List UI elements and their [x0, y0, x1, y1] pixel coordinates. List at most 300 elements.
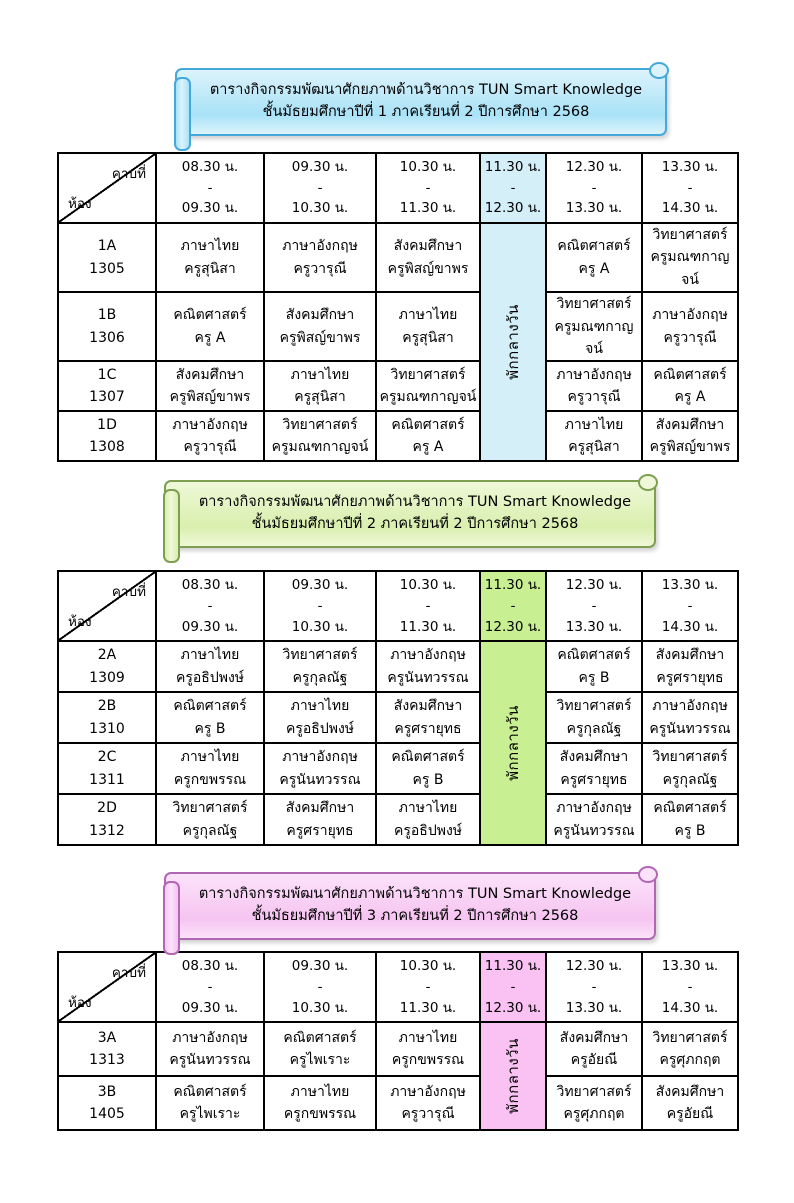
time-header-cell: [376, 153, 480, 223]
subject-label: สังคมศึกษา: [655, 416, 725, 433]
teacher-label: ครูกุลณัฐ: [566, 720, 622, 737]
subject-label: ภาษาไทย: [398, 800, 458, 817]
room-number: 1306: [89, 329, 125, 346]
teacher-label: ครูมณฑกาญจน์: [271, 439, 369, 456]
schedule-cell: [642, 794, 738, 845]
time-dash: -: [510, 597, 516, 614]
schedule-cell: [376, 223, 480, 292]
scroll-curl-top-right-icon: [649, 62, 669, 79]
schedule-cell: [546, 411, 642, 461]
room-number: 1305: [89, 260, 125, 277]
subject-label: ภาษาไทย: [398, 1029, 458, 1046]
subject-label: วิทยาศาสตร์: [282, 416, 358, 433]
subject-label: ภาษาไทย: [290, 1083, 350, 1100]
room-number: 1309: [89, 669, 125, 686]
time-dash: -: [687, 597, 693, 614]
class-label: 3B: [97, 1083, 117, 1100]
lunch-break-cell: [480, 641, 546, 845]
room-cell: [58, 223, 156, 292]
subject-label: ภาษาไทย: [564, 416, 624, 433]
time-dash: -: [317, 179, 323, 196]
time-end: 14.30 น.: [661, 200, 719, 217]
time-dash: -: [687, 179, 693, 196]
time-header-cell: [546, 571, 642, 641]
teacher-label: ครูกุลณัฐ: [182, 822, 238, 839]
teacher-label: ครูกุลณัฐ: [292, 669, 348, 686]
schedule-cell: [642, 361, 738, 411]
time-dash: -: [425, 597, 431, 614]
lunch-break-label: พักกลางวัน: [504, 1038, 522, 1115]
time-start: 08.30 น.: [181, 957, 239, 974]
subject-label: สังคมศึกษา: [655, 647, 725, 664]
schedule-cell: [264, 794, 376, 845]
schedule-cell: [264, 292, 376, 361]
banner-grade-3: [164, 872, 656, 940]
teacher-label: ครู B: [412, 771, 444, 788]
teacher-label: ครูอธิปพงษ์: [175, 669, 245, 686]
room-cell: [58, 794, 156, 845]
time-end: 13.30 น.: [565, 999, 623, 1016]
table-row: [58, 692, 738, 743]
teacher-label: ครูวารุณี: [183, 439, 237, 456]
schedule-cell: [264, 743, 376, 794]
lunch-break-label: พักกลางวัน: [504, 705, 522, 782]
time-end: 13.30 น.: [565, 200, 623, 217]
timetable-table: [57, 570, 739, 846]
time-header-cell: [376, 571, 480, 641]
time-start: 10.30 น.: [399, 158, 457, 175]
subject-label: วิทยาศาสตร์: [556, 1083, 632, 1100]
table-row: [58, 361, 738, 411]
subject-label: วิทยาศาสตร์: [652, 1029, 728, 1046]
time-dash: -: [425, 179, 431, 196]
time-dash: -: [510, 179, 516, 196]
time-dash: -: [207, 978, 213, 995]
schedule-cell: [376, 292, 480, 361]
time-header-cell: [156, 153, 264, 223]
schedule-cell: [156, 292, 264, 361]
banner-grade-2: [164, 480, 656, 548]
corner-label-room: ห้อง: [68, 196, 92, 212]
time-dash: -: [591, 978, 597, 995]
teacher-label: ครูศรายุทธ: [560, 771, 628, 788]
schedule-cell: [376, 692, 480, 743]
time-start: 13.30 น.: [661, 576, 719, 593]
lunch-time-header-cell: [480, 153, 546, 223]
teacher-label: ครูวารุณี: [663, 329, 717, 346]
subject-label: วิทยาศาสตร์: [556, 698, 632, 715]
schedule-cell: [546, 1022, 642, 1076]
teacher-label: ครูศรายุทธ: [394, 720, 462, 737]
teacher-label: ครูกขพรรณ: [283, 1106, 357, 1123]
time-end: 09.30 น.: [181, 618, 239, 635]
teacher-label: ครูอัยณี: [570, 1052, 618, 1069]
schedule-cell: [264, 1076, 376, 1130]
schedule-cell: [156, 1076, 264, 1130]
schedule-cell: [376, 641, 480, 692]
schedule-cell: [642, 692, 738, 743]
time-start: 11.30 น.: [484, 158, 542, 175]
schedule-cell: [156, 794, 264, 845]
corner-label-period: คาบที่: [111, 166, 146, 182]
time-header-cell: [156, 571, 264, 641]
table-row: [58, 794, 738, 845]
room-cell: [58, 292, 156, 361]
schedule-cell: [642, 641, 738, 692]
schedule-cell: [546, 361, 642, 411]
corner-label-room: ห้อง: [68, 614, 92, 631]
section-grade-3: [0, 872, 794, 1131]
time-end: 13.30 น.: [565, 618, 623, 635]
time-dash: -: [317, 597, 323, 614]
teacher-label: ครูกขพรรณ: [391, 1052, 465, 1069]
period-room-corner-cell: [58, 952, 156, 1022]
teacher-label: ครูมณฑกาญจน์: [554, 318, 634, 357]
lunch-time-header-cell: [480, 952, 546, 1022]
time-start: 08.30 น.: [181, 576, 239, 593]
teacher-label: ครูสุนิสา: [184, 260, 236, 277]
time-start: 09.30 น.: [291, 576, 349, 593]
room-cell: [58, 641, 156, 692]
teacher-label: ครูสุนิสา: [402, 329, 454, 346]
time-dash: -: [207, 597, 213, 614]
banner-title-line2: ชั้นมัธยมศึกษาปีที่ 2 ภาคเรียนที่ 2 ปีการศึกษา 2568: [251, 516, 579, 533]
corner-label-room: ห้อง: [68, 995, 92, 1012]
header-row: [58, 952, 738, 1022]
subject-label: คณิตศาสตร์: [173, 1083, 247, 1100]
subject-label: สังคมศึกษา: [285, 800, 355, 817]
scroll-curl-left-icon: [163, 881, 180, 955]
class-label: 2D: [97, 800, 117, 817]
table-row: [58, 743, 738, 794]
teacher-label: ครูมณฑกาญจน์: [650, 249, 730, 288]
corner-label-period: คาบที่: [111, 584, 146, 601]
subject-label: ภาษาอังกฤษ: [390, 1083, 466, 1100]
time-start: 09.30 น.: [291, 957, 349, 974]
banner-title-line2: ชั้นมัธยมศึกษาปีที่ 3 ภาคเรียนที่ 2 ปีการศึกษา 2568: [251, 908, 579, 925]
scroll-curl-left-icon: [163, 489, 180, 563]
subject-label: คณิตศาสตร์: [391, 416, 465, 433]
time-end: 11.30 น.: [399, 999, 457, 1016]
time-header-cell: [642, 952, 738, 1022]
subject-label: คณิตศาสตร์: [653, 800, 727, 817]
time-end: 10.30 น.: [291, 618, 349, 635]
time-dash: -: [591, 179, 597, 196]
time-header-cell: [546, 952, 642, 1022]
room-number: 1312: [89, 822, 125, 839]
schedule-cell: [264, 361, 376, 411]
time-header-cell: [376, 952, 480, 1022]
period-room-corner-cell: [58, 153, 156, 223]
room-cell: [58, 1022, 156, 1076]
subject-label: วิทยาศาสตร์: [390, 366, 466, 383]
time-start: 09.30 น.: [291, 158, 349, 175]
time-start: 12.30 น.: [565, 576, 623, 593]
subject-label: คณิตศาสตร์: [653, 366, 727, 383]
subject-label: วิทยาศาสตร์: [282, 647, 358, 664]
time-header-cell: [264, 952, 376, 1022]
subject-label: สังคมศึกษา: [559, 749, 629, 766]
class-label: 1B: [97, 307, 117, 324]
subject-label: ภาษาไทย: [290, 366, 350, 383]
subject-label: ภาษาไทย: [180, 749, 240, 766]
schedule-cell: [264, 692, 376, 743]
subject-label: ภาษาอังกฤษ: [556, 366, 632, 383]
time-dash: -: [687, 978, 693, 995]
timetable-grade-1: [0, 152, 794, 462]
teacher-label: ครู B: [578, 669, 610, 686]
subject-label: วิทยาศาสตร์: [652, 749, 728, 766]
class-label: 1A: [97, 238, 117, 255]
schedule-cell: [376, 411, 480, 461]
subject-label: ภาษาไทย: [180, 647, 240, 664]
time-start: 13.30 น.: [661, 957, 719, 974]
subject-label: สังคมศึกษา: [393, 698, 463, 715]
time-start: 11.30 น.: [484, 576, 542, 593]
teacher-label: ครูนันทวรรณ: [169, 1052, 251, 1069]
subject-label: วิทยาศาสตร์: [172, 800, 248, 817]
schedule-cell: [156, 411, 264, 461]
header-row: [58, 153, 738, 223]
time-dash: -: [425, 978, 431, 995]
schedule-cell: [642, 292, 738, 361]
subject-label: ภาษาอังกฤษ: [390, 647, 466, 664]
room-number: 1313: [89, 1052, 125, 1069]
schedule-cell: [546, 743, 642, 794]
schedule-cell: [264, 223, 376, 292]
timetable-grade-2: [0, 570, 794, 846]
teacher-label: ครูไพเราะ: [289, 1052, 351, 1069]
class-label: 2A: [97, 647, 117, 664]
section-grade-1: [0, 68, 794, 462]
time-dash: -: [317, 978, 323, 995]
schedule-cell: [546, 292, 642, 361]
table-row: [58, 1022, 738, 1076]
schedule-cell: [264, 411, 376, 461]
room-cell: [58, 361, 156, 411]
subject-label: สังคมศึกษา: [559, 1029, 629, 1046]
subject-label: ภาษาอังกฤษ: [282, 238, 358, 255]
teacher-label: ครูพิสญ์ขาพร: [387, 260, 469, 277]
schedule-cell: [156, 641, 264, 692]
subject-label: ภาษาอังกฤษ: [556, 800, 632, 817]
timetable-page: [0, 68, 794, 1203]
subject-label: วิทยาศาสตร์: [652, 227, 728, 243]
subject-label: ภาษาอังกฤษ: [282, 749, 358, 766]
subject-label: คณิตศาสตร์: [283, 1029, 357, 1046]
table-row: [58, 292, 738, 361]
time-end: 14.30 น.: [661, 999, 719, 1016]
time-end: 09.30 น.: [181, 200, 239, 217]
schedule-cell: [156, 1022, 264, 1076]
teacher-label: ครู B: [674, 822, 706, 839]
teacher-label: ครูไพเราะ: [179, 1106, 241, 1123]
teacher-label: ครูนันทวรรณ: [279, 771, 361, 788]
banner-grade-1: [175, 68, 667, 136]
room-cell: [58, 692, 156, 743]
subject-label: คณิตศาสตร์: [173, 698, 247, 715]
time-end: 12.30 น.: [484, 200, 542, 217]
schedule-cell: [156, 223, 264, 292]
teacher-label: ครูวารุณี: [567, 389, 621, 406]
teacher-label: ครูวารุณี: [401, 1106, 455, 1123]
schedule-cell: [642, 1022, 738, 1076]
teacher-label: ครู A: [412, 439, 444, 456]
teacher-label: ครูนันทวรรณ: [553, 822, 635, 839]
teacher-label: ครูสุนิสา: [294, 389, 346, 406]
lunch-time-header-cell: [480, 571, 546, 641]
time-start: 11.30 น.: [484, 957, 542, 974]
subject-label: คณิตศาสตร์: [391, 749, 465, 766]
teacher-label: ครูศรายุทธ: [656, 669, 724, 686]
schedule-cell: [642, 223, 738, 292]
teacher-label: ครูนันทวรรณ: [649, 720, 731, 737]
teacher-label: ครู A: [674, 389, 706, 406]
schedule-cell: [376, 794, 480, 845]
teacher-label: ครูอธิปพงษ์: [285, 720, 355, 737]
table-row: [58, 641, 738, 692]
teacher-label: ครู A: [578, 260, 610, 277]
time-header-cell: [264, 571, 376, 641]
time-header-cell: [546, 153, 642, 223]
subject-label: สังคมศึกษา: [175, 366, 245, 383]
teacher-label: ครูศุภกฤต: [659, 1052, 721, 1069]
scroll-curl-top-right-icon: [638, 866, 658, 883]
time-end: 11.30 น.: [399, 200, 457, 217]
room-number: 1311: [89, 771, 125, 788]
time-header-cell: [156, 952, 264, 1022]
teacher-label: ครูศุภกฤต: [563, 1106, 625, 1123]
teacher-label: ครูมณฑกาญจน์: [379, 389, 477, 406]
subject-label: คณิตศาสตร์: [557, 647, 631, 664]
lunch-break-cell: [480, 1022, 546, 1130]
class-label: 2C: [97, 749, 117, 766]
subject-label: ภาษาอังกฤษ: [172, 416, 248, 433]
schedule-cell: [642, 743, 738, 794]
room-number: 1308: [89, 439, 125, 456]
teacher-label: ครูนันทวรรณ: [387, 669, 469, 686]
teacher-label: ครูวารุณี: [293, 260, 347, 277]
lunch-break-label: พักกลางวัน: [504, 304, 522, 381]
time-dash: -: [510, 978, 516, 995]
schedule-cell: [642, 411, 738, 461]
timetable-grade-3: [0, 951, 794, 1131]
time-end: 10.30 น.: [291, 200, 349, 217]
schedule-cell: [376, 1076, 480, 1130]
time-start: 08.30 น.: [181, 158, 239, 175]
scroll-curl-left-icon: [174, 77, 191, 151]
time-header-cell: [642, 571, 738, 641]
schedule-cell: [264, 1022, 376, 1076]
room-number: 1310: [89, 720, 125, 737]
time-header-cell: [642, 153, 738, 223]
schedule-cell: [546, 794, 642, 845]
teacher-label: ครู B: [194, 720, 226, 737]
room-number: 1405: [89, 1106, 125, 1123]
teacher-label: ครูกุลณัฐ: [662, 771, 718, 788]
subject-label: ภาษาอังกฤษ: [172, 1029, 248, 1046]
subject-label: คณิตศาสตร์: [173, 307, 247, 324]
banner-title-line2: ชั้นมัธยมศึกษาปีที่ 1 ภาคเรียนที่ 2 ปีการศึกษา 2568: [262, 104, 590, 120]
section-grade-2: [0, 480, 794, 846]
room-number: 1307: [89, 389, 125, 406]
schedule-cell: [546, 692, 642, 743]
table-row: [58, 223, 738, 292]
class-label: 1D: [97, 416, 117, 433]
teacher-label: ครูศรายุทธ: [286, 822, 354, 839]
subject-label: วิทยาศาสตร์: [556, 296, 632, 313]
table-row: [58, 1076, 738, 1130]
banner-title-line1: ตารางกิจกรรมพัฒนาศักยภาพด้านวิชาการ TUN Smart Knowledge: [198, 885, 632, 902]
teacher-label: ครูพิสญ์ขาพร: [169, 389, 251, 406]
class-label: 2B: [97, 698, 117, 715]
subject-label: คณิตศาสตร์: [557, 238, 631, 255]
schedule-cell: [642, 1076, 738, 1130]
schedule-cell: [376, 743, 480, 794]
lunch-break-cell: [480, 223, 546, 461]
subject-label: สังคมศึกษา: [285, 307, 355, 324]
teacher-label: ครูพิสญ์ขาพร: [649, 439, 731, 456]
schedule-cell: [376, 1022, 480, 1076]
schedule-cell: [156, 361, 264, 411]
subject-label: สังคมศึกษา: [393, 238, 463, 255]
scroll-curl-top-right-icon: [638, 474, 658, 491]
teacher-label: ครู A: [194, 329, 226, 346]
time-start: 13.30 น.: [661, 158, 719, 175]
subject-label: ภาษาไทย: [180, 238, 240, 255]
subject-label: ภาษาอังกฤษ: [652, 698, 728, 715]
time-dash: -: [591, 597, 597, 614]
time-end: 12.30 น.: [484, 999, 542, 1016]
time-end: 09.30 น.: [181, 999, 239, 1016]
time-end: 10.30 น.: [291, 999, 349, 1016]
class-label: 1C: [97, 366, 117, 383]
subject-label: ภาษาไทย: [398, 307, 458, 324]
time-start: 12.30 น.: [565, 957, 623, 974]
room-cell: [58, 411, 156, 461]
schedule-cell: [376, 361, 480, 411]
schedule-cell: [546, 641, 642, 692]
table-row: [58, 411, 738, 461]
class-label: 3A: [97, 1029, 117, 1046]
teacher-label: ครูกขพรรณ: [173, 771, 247, 788]
teacher-label: ครูอธิปพงษ์: [393, 822, 463, 839]
room-cell: [58, 743, 156, 794]
time-end: 11.30 น.: [399, 618, 457, 635]
schedule-cell: [264, 641, 376, 692]
schedule-cell: [156, 743, 264, 794]
timetable-table: [57, 951, 739, 1131]
room-cell: [58, 1076, 156, 1130]
banner-title-line1: ตารางกิจกรรมพัฒนาศักยภาพด้านวิชาการ TUN Smart Knowledge: [209, 81, 643, 98]
period-room-corner-cell: [58, 571, 156, 641]
time-start: 12.30 น.: [565, 158, 623, 175]
subject-label: ภาษาอังกฤษ: [652, 307, 728, 324]
header-row: [58, 571, 738, 641]
schedule-cell: [546, 223, 642, 292]
subject-label: สังคมศึกษา: [655, 1083, 725, 1100]
time-dash: -: [207, 179, 213, 196]
time-end: 14.30 น.: [661, 618, 719, 635]
schedule-cell: [546, 1076, 642, 1130]
teacher-label: ครูพิสญ์ขาพร: [279, 329, 361, 346]
time-start: 10.30 น.: [399, 576, 457, 593]
banner-title-line1: ตารางกิจกรรมพัฒนาศักยภาพด้านวิชาการ TUN Smart Knowledge: [198, 493, 632, 510]
time-header-cell: [264, 153, 376, 223]
timetable-table: [57, 152, 739, 462]
corner-label-period: คาบที่: [111, 965, 146, 982]
time-start: 10.30 น.: [399, 957, 457, 974]
